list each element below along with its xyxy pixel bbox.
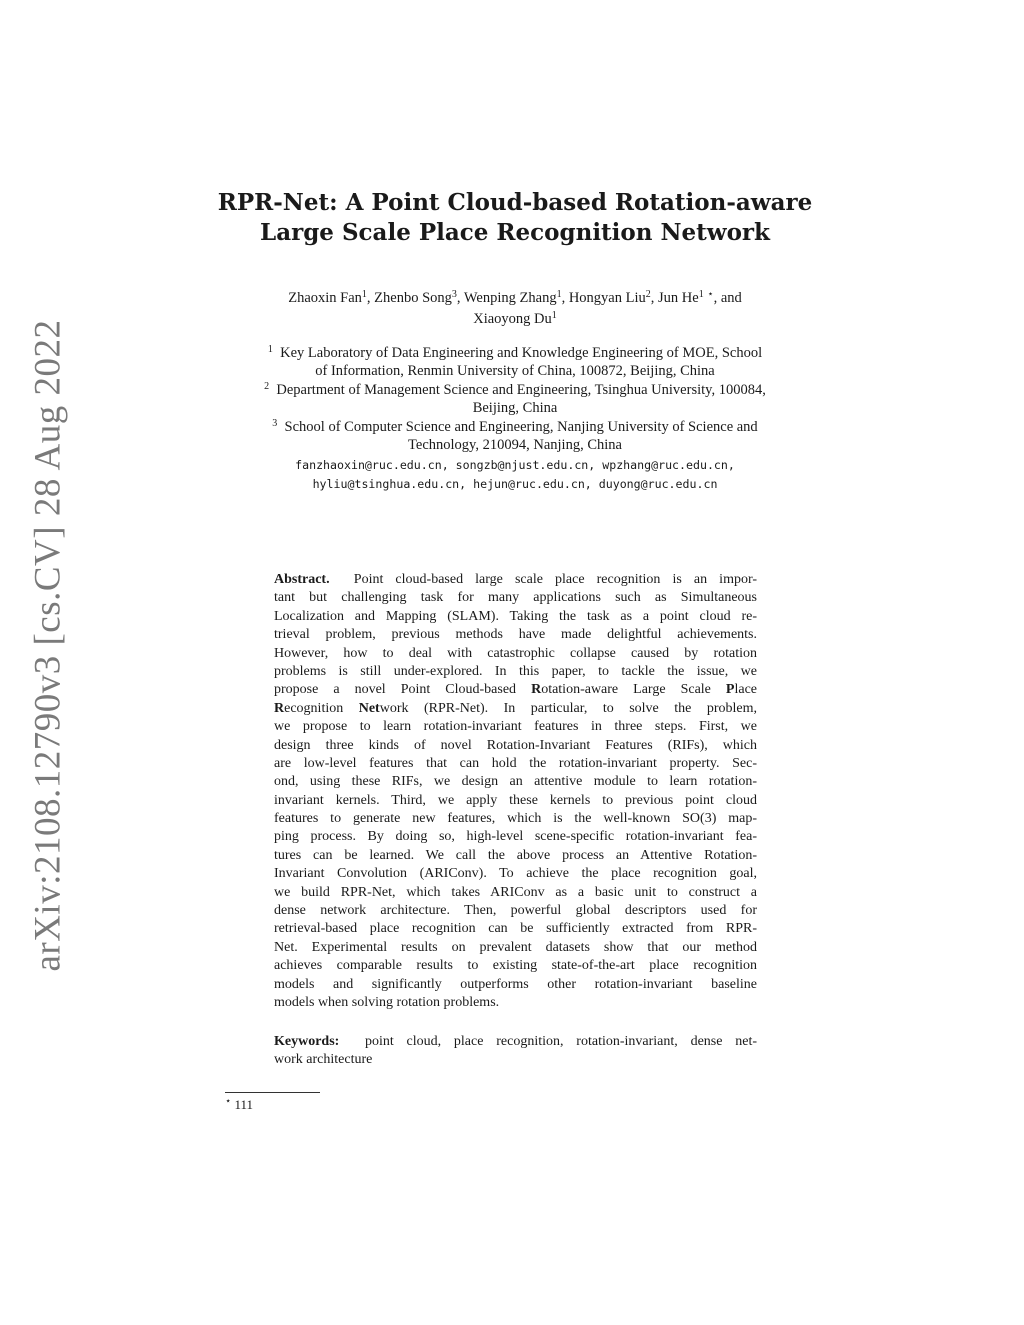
abstract-line: models when solving rotation problems. (274, 994, 500, 1010)
affiliation-list (210, 344, 820, 454)
abstract (274, 571, 757, 1012)
abstract-line: we build RPR-Net, which takes ARIConv as a basic unit to construct a (274, 884, 757, 900)
abstract-line: retrieval-based place recognition can be sufficiently extracted from RPR- (274, 921, 757, 937)
keywords (274, 1033, 757, 1070)
abstract-line (274, 681, 757, 699)
abstract-text: ecognition (284, 700, 359, 716)
abstract-line: tant but challenging task for many applications such as Simultaneous (274, 590, 757, 606)
abstract-text: otation-aware Large Scale (541, 682, 726, 698)
affiliation-number: 2 (264, 380, 270, 392)
abstract-line: dense network architecture. Then, powerful global descriptors used for (274, 903, 757, 919)
affiliation-3-line-2: Technology, 210094, Nanjing, China (408, 437, 622, 454)
footnote (225, 1097, 253, 1113)
author-list-line-2 (215, 309, 815, 330)
author-name: Wenping Zhang (463, 290, 557, 306)
footnote-text: 111 (234, 1097, 254, 1112)
author-affiliation-mark: 1 (551, 310, 557, 321)
abstract-line: Net. Experimental results on prevalent datasets show that our method (274, 939, 757, 955)
abstract-line: problems is still under-explored. In this paper, to tackle the issue, we (274, 663, 757, 679)
abstract-line: are low-level features that can hold the rotation-invariant property. Sec- (274, 755, 757, 771)
abstract-line: models and significantly outperforms other rotation-invariant baseline (274, 976, 757, 992)
author-name: Xiaoyong Du (473, 311, 552, 327)
author-affiliation-mark: 3 (451, 289, 457, 300)
keywords-line (274, 1033, 757, 1051)
affiliation-3-line-1 (210, 418, 820, 436)
abstract-line: ond, using these RIFs, we design an attentive module to learn rotation- (274, 774, 757, 790)
abstract-line: design three kinds of novel Rotation-Invariant Features (RIFs), which (274, 737, 757, 753)
arxiv-identifier-stamp (18, 318, 78, 972)
author-name: Zhenbo Song (374, 290, 452, 306)
email-list-line-2: hyliu@tsinghua.edu.cn, hejun@ruc.edu.cn, duyong@ruc.edu.cn (312, 476, 718, 491)
keywords-text: point cloud, place recognition, rotation-invariant, dense net- (364, 1034, 758, 1049)
affiliation-2-line-2: Beijing, China (472, 400, 558, 417)
abstract-line (274, 571, 757, 589)
author-affiliation-mark: 2 (645, 289, 651, 300)
keywords-line: work architecture (274, 1052, 373, 1068)
arxiv-identifier-text: arXiv:2108.12790v3 [cs.CV] 28 Aug 2022 (27, 318, 69, 972)
abstract-line: Invariant Convolution (ARIConv). To achieve the place recognition goal, (274, 866, 757, 882)
abstract-line: ping process. By doing so, high-level scene-specific rotation-invariant fea- (274, 829, 757, 845)
author-affiliation-mark: 1 (698, 289, 704, 300)
abstract-text: propose a novel Point Cloud-based (274, 682, 532, 698)
affiliation-1-line-1 (210, 344, 820, 362)
author-name: Jun He (658, 290, 699, 306)
abstract-text: work (RPR-Net). In particular, to solve the problem, (379, 700, 757, 716)
affiliation-text: School of Computer Science and Engineering, Nanjing University of Science and (284, 418, 758, 435)
acronym-letter: R (274, 700, 285, 716)
affiliation-number: 3 (272, 417, 278, 429)
keywords-label: Keywords: (274, 1034, 340, 1049)
affiliation-2-line-1 (210, 381, 820, 399)
abstract-label: Abstract. (274, 572, 330, 587)
author-name: Hongyan Liu (568, 290, 646, 306)
acronym-letter: P (725, 682, 735, 698)
abstract-text: Point cloud-based large scale place recognition is an impor- (353, 572, 758, 587)
author-list (215, 288, 815, 330)
affiliation-text: Department of Management Science and Engineering, Tsinghua University, 100084, (276, 381, 766, 398)
abstract-line: invariant kernels. Third, we apply these kernels to previous point cloud (274, 792, 757, 808)
author-name: Zhaoxin Fan (288, 290, 362, 306)
affiliation-text: Key Laboratory of Data Engineering and Knowledge Engineering of MOE, School (280, 345, 763, 361)
email-list (210, 456, 820, 493)
author-list-conjunction: , and (713, 290, 742, 306)
abstract-line: we propose to learn rotation-invariant features in three steps. First, we (274, 719, 757, 735)
affiliation-1-line-2: of Information, Renmin University of China, 100872, Beijing, China (315, 363, 715, 380)
author-list-line-1: Zhaoxin Fan$^1$, Zhenbo Song$^3$, Wenping Zhang$^1$, Hongyan Liu$^2$, Jun He$^1$ ⋆, and (288, 289, 742, 306)
abstract-line: trieval problem, previous methods have made delightful achievements. (274, 627, 757, 643)
acronym-letter: R (531, 682, 542, 698)
abstract-line (274, 700, 757, 718)
affiliation-number: 1 (267, 344, 273, 355)
abstract-line: Localization and Mapping (SLAM). Taking the task as a point cloud re- (274, 608, 757, 624)
corresponding-author-mark: ⋆ (707, 289, 714, 300)
abstract-line: However, how to deal with catastrophic collapse caused by rotation (274, 645, 757, 661)
paper-title-line-1: RPR-Net: A Point Cloud-based Rotation-aware (217, 189, 813, 216)
abstract-text: lace (734, 682, 757, 698)
paper-title-line-2: Large Scale Place Recognition Network (260, 219, 770, 246)
email-list-line-1: fanzhaoxin@ruc.edu.cn, songzb@njust.edu.cn, wpzhang@ruc.edu.cn, (295, 458, 735, 472)
acronym-letter: Net (358, 700, 380, 716)
author-affiliation-mark: 1 (361, 289, 367, 300)
abstract-line: features to generate new features, which is the well-known SO(3) map- (274, 811, 757, 827)
abstract-line: tures can be learned. We call the above process an Attentive Rotation- (274, 847, 757, 863)
footnote-mark: ⋆ (225, 1096, 232, 1107)
footnote-rule (225, 1092, 320, 1093)
author-affiliation-mark: 1 (556, 289, 562, 300)
abstract-line: achieves comparable results to existing state-of-the-art place recognition (274, 958, 757, 974)
paper-title (140, 188, 890, 248)
